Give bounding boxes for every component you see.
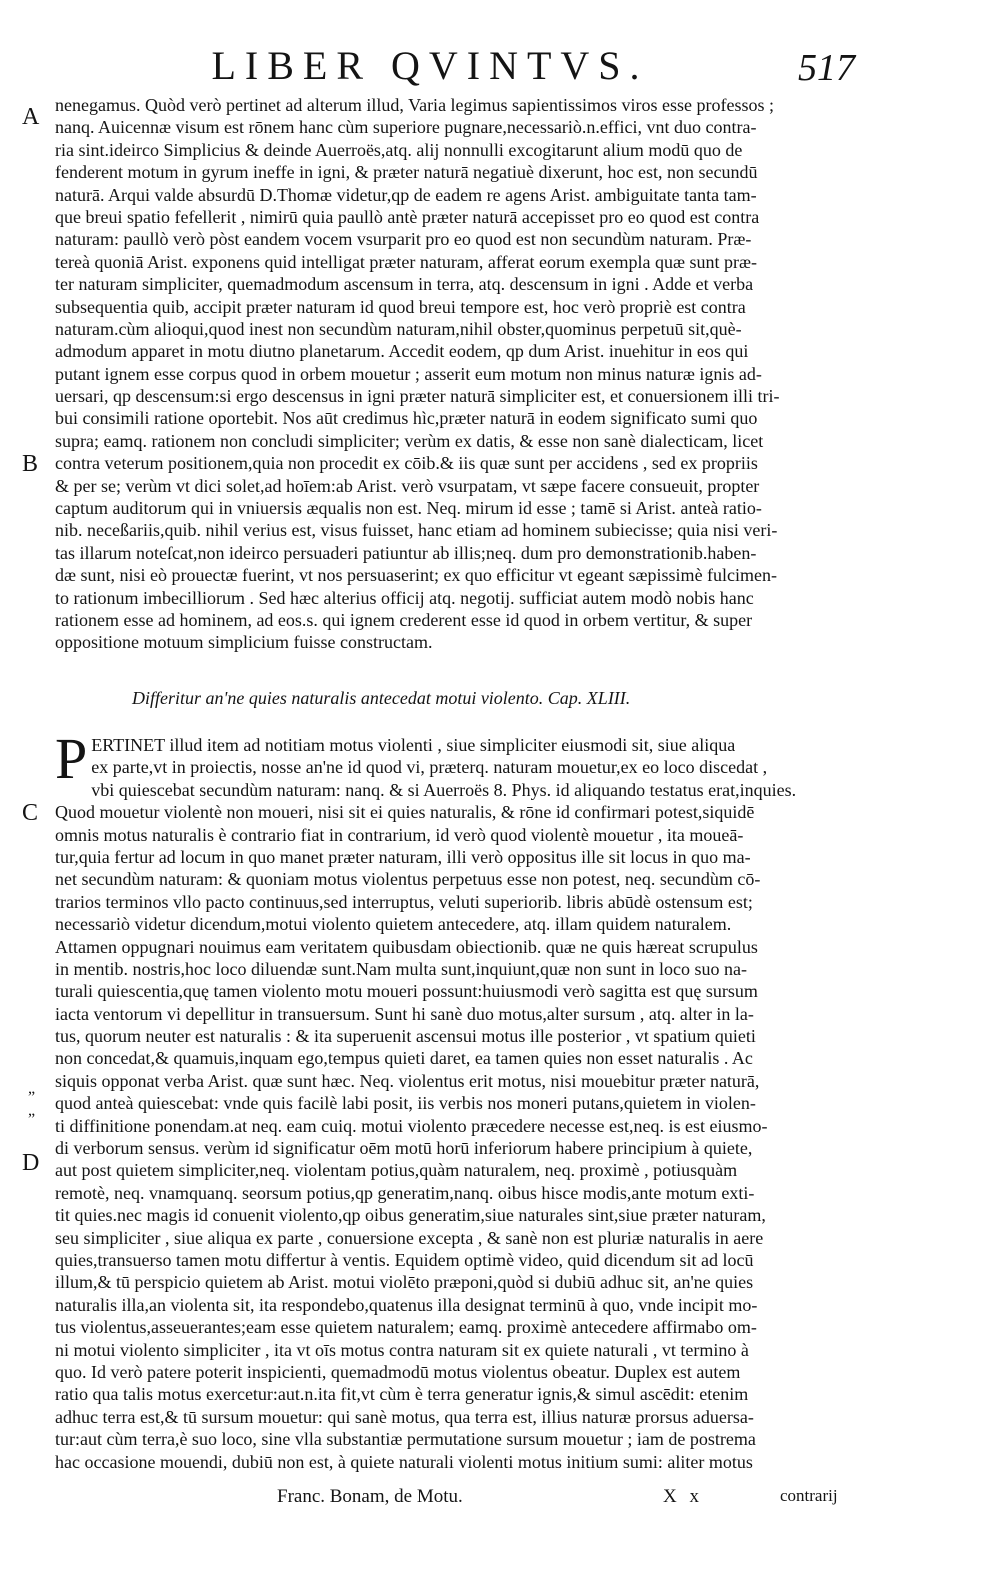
- catchword: contrarij: [780, 1486, 838, 1505]
- text-line: naturalis illa,an violenta sit, ita respondebo,quatenus illa designat terminū à quo, vnde incipit mo-: [55, 1294, 758, 1315]
- text-line: seu simpliciter , siue aliqua ex parte , conuersione excepta , & sanè non est pluriæ naturalis in aere: [55, 1227, 764, 1248]
- margin-letter-a: A: [22, 104, 40, 130]
- text-line: nanq. Auicennæ visum est rōnem hanc cùm superiore pugnare,necessariò.n.effici, vnt duo contra-: [55, 117, 757, 138]
- text-line: hac occasione mouendi, dubiū non est, à quiete naturali violenti motus initium sumi: aliter motus: [55, 1451, 753, 1472]
- text-line: fenderent motum in gyrum ineffe in igni, & præter naturā negatiuè dixerunt, hoc est, non secundū: [55, 162, 758, 183]
- text-line: ERTINET illud item ad notitiam motus violenti , siue simpliciter eiusmodi sit, siue aliqua: [91, 735, 736, 755]
- text-line: Attamen oppugnari nouimus eam veritatem quibusdam obiectionib. quæ ne quis hæreat scrupulus: [55, 936, 758, 957]
- text-line: ti diffinitione ponendam.at neq. eam cuiq. motui violento præcedere necesse est,neq. is est eiusmo-: [55, 1115, 768, 1136]
- margin-letter-d: D: [22, 1150, 40, 1176]
- text-line: que breui spatio fefellerit , nimirū quia paullò antè præter naturā accepisset pro eo quod est contra: [55, 206, 760, 227]
- text-line: di verborum sensus. verùm id significatur oēm motū horū inferiorum habere principium à quiete,: [55, 1138, 753, 1159]
- text-line: iacta ventorum vi depellitur in transuersum. Sunt hi sanè duo motus,alter sursum , atq. alter in la-: [55, 1003, 754, 1024]
- margin-quote-mark: „: [28, 1080, 36, 1097]
- text-line: illum,& tū perspicio quietem ab Arist. motui violēto præponi,quòd si dubiū adhuc sit, an'ne quies: [55, 1272, 754, 1293]
- text-line: oppositione motuum simplicium fuisse constructam.: [55, 632, 433, 653]
- text-line: admodum apparet in motu diutno planetarum. Accedit eodem, qp dum Arist. inuehitur in eos qui: [55, 341, 749, 362]
- text-line: to rationum imbecilliorum . Sed hæc alterius officij atq. negotij. sufficiat autem modò nobis hanc: [55, 587, 754, 608]
- text-line: in mentib. nostris,hoc loco diluendæ sunt.Nam multa sunt,inquiunt,quæ non sunt in loco suo na-: [55, 958, 747, 979]
- text-line: quod anteà quiescebat: vnde quis facilè labi posit, iis verbis nos moneri putans,quietem in violen-: [55, 1093, 756, 1114]
- text-line: quo. Id verò patere poterit inspicienti, quemadmodū motus violentus obeatur. Duplex est autem: [55, 1361, 741, 1382]
- text-line: uersari, qp descensum:si ergo descensus in igni præter naturā simpliciter est, et conuersionem illi tri-: [55, 386, 780, 407]
- text-block-lower: [55, 726, 855, 1473]
- text-line: supra; eamq. rationem non concludi simpliciter; verùm ex datis, & esse non sanè dialecticam, licet: [55, 430, 764, 451]
- text-line: tur,quia fertur ad locum in quo manet præter naturam, illi verò oppositus ille sit locus in quo ma-: [55, 846, 751, 867]
- text-line: & per se; verùm vt dici solet,ad hoīem:ab Arist. verò vsurpatam, vt sæpe facere consueuit, propter: [55, 475, 760, 496]
- text-line: dæ sunt, nisi eò prouectæ fuerint, vt nos persuaserint; ex quo efficitur vt egeant sæpissimè fulcimen-: [55, 565, 778, 586]
- text-line: adhuc terra est,& tū sursum mouetur: qui sanè motus, qua terra est, illius naturæ prorsus aduersa-: [55, 1406, 754, 1427]
- text-line: putant ignem esse corpus quod in orbem mouetur ; asserit eum motum non minus naturæ ignis ad-: [55, 363, 762, 384]
- text-line: tus violentus,asseuerantes;eam esse quietem naturalem; eamq. proximè antecedere affirmabo om-: [55, 1317, 757, 1338]
- text-line: tereà quoniā Arist. exponens quid intelligat præter naturam, afferat eorum exempla quæ sunt præ-: [55, 251, 757, 272]
- text-line: turali quiescentia,quę tamen violento motu moueri possunt:huiusmodi verò sagitta est quę sursum: [55, 981, 758, 1002]
- margin-letter-c: C: [22, 800, 39, 826]
- text-line: rationem esse ad hominem, ad eos.s. qui ignem crederent esse id quod in orbem vertitur, & super: [55, 609, 753, 630]
- text-line: net secundùm naturam: & quoniam motus violentus perpetuus esse non potest, neq. secundùm cō-: [55, 869, 761, 890]
- text-line: bui consimili ratione oportebit. Nos aūt credimus hìc,præter naturā in eodem significato sumi quo: [55, 408, 758, 429]
- margin-letter-b: B: [22, 451, 39, 477]
- signature-mark: X x: [663, 1486, 703, 1507]
- text-block-upper: [55, 94, 855, 654]
- running-head: LIBER QVINTVS.: [211, 43, 649, 88]
- text-line: naturā. Arqui valde absurdū D.Thomæ videtur,qp de eadem re agens Arist. ambiguitate tanta tam-: [55, 184, 757, 205]
- text-line: ex parte,vt in proiectis, nosse an'ne id quod vi, præterq. naturam mouetur,ex eo loco discedat ,: [91, 757, 768, 778]
- text-line: quies,transuerso tamen motu differtur à ventis. Equidem optimè video, quid dicendum sit ad locū: [55, 1249, 754, 1270]
- text-line: non concedat,& quamuis,inquam ego,tempus quieti daret, ea tamen quies non esset naturalis . Ac: [55, 1048, 753, 1069]
- text-line: aut post quietem simpliciter,neq. violentam potius,quàm naturalem, neq. proximè , potiusquàm: [55, 1160, 738, 1181]
- text-line: ter naturam simpliciter, quemadmodum ascensum in terra, atq. descensum in igni . Adde et verba: [55, 274, 754, 295]
- text-line: contra veterum positionem,quia non procedit ex cōib.& iis quæ sunt per accidens , sed ex propriis: [55, 453, 758, 474]
- text-line: omnis motus naturalis è contrario fiat in contrarium, id verò quod violentè mouetur , ita moueā-: [55, 824, 744, 845]
- text-line: nib. neceßariis,quib. nihil verius est, visus fuisset, hanc etiam ad hominem subiecisse; quia nisi veri-: [55, 520, 778, 541]
- text-line: vbi quiescebat secundùm naturam: nanq. & si Auerroës 8. Phys. id aliquando testatus erat,inquies.: [91, 779, 797, 800]
- text-line: ratio qua talis motus exercetur:aut.n.ita fit,vt cùm è terra generatur ignis,& simul ascēdit: etenim: [55, 1384, 749, 1405]
- text-line: captum auditorum qui in vniuersis æqualis non est. Neq. mirum id esse ; tamē si Arist. anteà ratio-: [55, 498, 762, 519]
- text-line: subsequentia quib, accipit præter naturam id quod breui tempore est, hoc verò propriè est contra: [55, 296, 746, 317]
- text-line: ni motui violento simpliciter , ita vt oīs motus contra naturam sit ex quiete naturali , vt termino à: [55, 1339, 749, 1360]
- text-line: trarios terminos vllo pacto continuus,sed interruptus, veluti superiorib. libris abūdè ostensum est;: [55, 891, 753, 912]
- footer-signature: Franc. Bonam, de Motu.: [277, 1486, 463, 1507]
- page-number: 517: [798, 47, 855, 89]
- text-line: naturam: paullò verò pòst eandem vocem vsurparit pro eo quod est non secundùm naturam. Præ-: [55, 229, 752, 250]
- chapter-caption: Differitur an'ne quies naturalis antecedat motui violento. Cap. XLIII.: [132, 688, 631, 708]
- drop-cap: P: [55, 726, 88, 791]
- text-line: siquis opponat verba Arist. quæ sunt hæc. Neq. violentus erit motus, nisi mouebitur præter naturā,: [55, 1070, 760, 1091]
- text-line: necessariò videtur dicendum,motui violento quietem antecedere, atq. illam quidem naturalem.: [55, 914, 732, 935]
- text-line: tit quies.nec magis id conuenit violento,qp oibus generatim,siue naturales sint,siue præter naturam,: [55, 1205, 766, 1226]
- text-line: remotè, neq. vnamquanq. seorsum potius,qp generatim,nanq. oibus hisce modis,ante motum exti-: [55, 1182, 755, 1203]
- text-line: tus, quorum neuter est naturalis : & ita superuenit ascensui motus ille posterior , vt spatium quieti: [55, 1026, 756, 1047]
- text-line: naturam.cùm alioqui,quod inest non secundùm naturam,nihil obster,quominus perpetuū sit,què-: [55, 318, 742, 339]
- text-line: ria sint.ideirco Simplicius & deinde Auerroës,atq. alij nonnulli excogitarunt alium modū quo de: [55, 139, 743, 160]
- text-line: tas illarum noteſcat,non ideirco persuaderi patiuntur ab illis;neq. dum pro demonstrationib.haben-: [55, 542, 757, 563]
- text-line: Quod mouetur violentè non moueri, nisi sit ei quies naturalis, & rōne id confirmari potest,siquidē: [55, 802, 755, 823]
- text-line: tur:aut cùm terra,è suo loco, sine vlla substantiæ permutatione sursum mouetur ; iam de postrema: [55, 1429, 756, 1450]
- text-line: nenegamus. Quòd verò pertinet ad alterum illud, Varia legimus sapientissimos viros esse professos ;: [55, 95, 775, 115]
- margin-quote-mark: „: [28, 1102, 36, 1119]
